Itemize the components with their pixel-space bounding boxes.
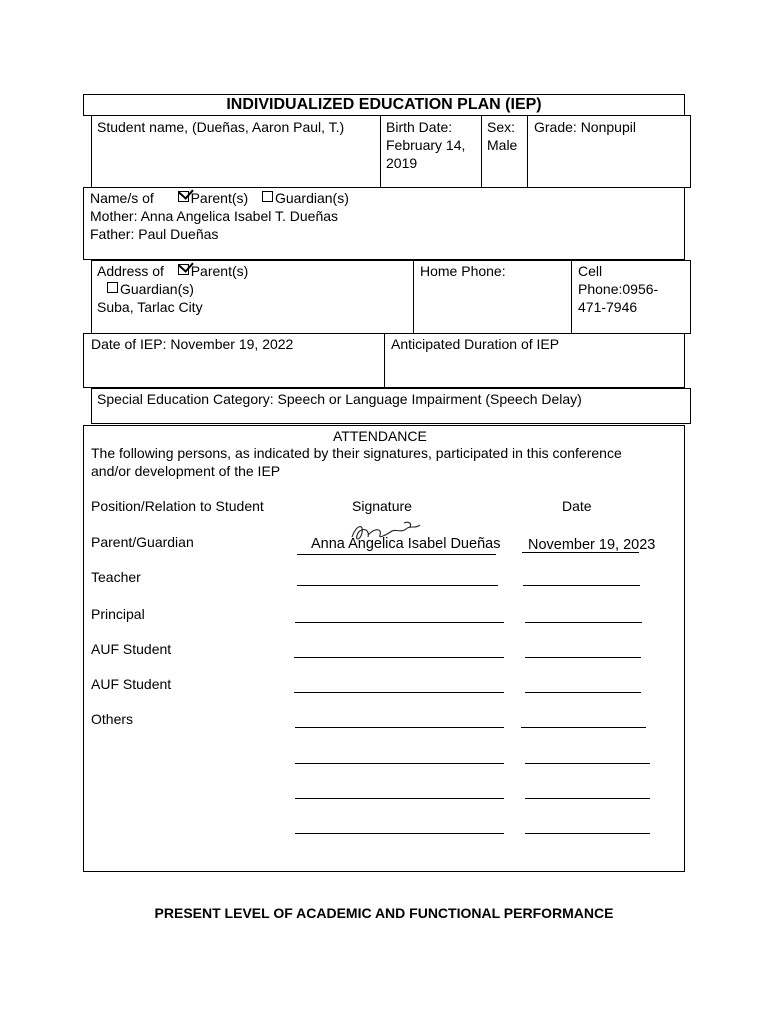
address-of-label: Address of [97, 263, 164, 279]
sex-label: Sex: [487, 119, 516, 135]
signature-line[interactable] [295, 763, 504, 764]
cell-phone-label: Cell [578, 263, 603, 279]
special-education-category: Special Education Category: Speech or Language Impairment (Speech Delay) [97, 391, 582, 407]
address-parent-checkbox-checked[interactable] [178, 264, 189, 275]
attendance-intro-line2: and/or development of the IEP [91, 463, 281, 479]
father-name: Father: Paul Dueñas [90, 226, 219, 242]
signature-line[interactable] [295, 833, 504, 834]
guardian-checkbox[interactable] [262, 191, 273, 202]
mother-name: Mother: Anna Angelica Isabel T. Dueñas [90, 208, 339, 224]
attendance-role: Others [91, 711, 134, 727]
column-signature: Signature [352, 498, 412, 514]
date-line[interactable] [525, 657, 641, 658]
date-line[interactable] [521, 727, 646, 728]
signature-line[interactable] [295, 727, 504, 728]
iep-date: Date of IEP: November 19, 2022 [91, 336, 294, 352]
signature-line[interactable] [295, 622, 504, 623]
parents-names-row [83, 187, 685, 260]
date-line[interactable] [525, 833, 650, 834]
address-of-line [97, 262, 248, 280]
title-box [83, 94, 685, 116]
grade: Grade: Nonpupil [534, 119, 636, 135]
anticipated-duration: Anticipated Duration of IEP [391, 336, 560, 352]
parent-sign-date: November 19, 2023 [528, 537, 656, 553]
signature-line[interactable] [295, 798, 504, 799]
signature-line[interactable] [294, 692, 504, 693]
signature-line[interactable] [297, 554, 496, 555]
date-line[interactable] [523, 585, 640, 586]
address-guardian-label: Guardian(s) [120, 281, 194, 297]
parent-option-label: Parent(s) [190, 190, 249, 206]
attendance-intro-line1: The following persons, as indicated by their signatures, participated in this conference [91, 445, 622, 461]
names-of-label: Name/s of [90, 190, 154, 206]
date-line[interactable] [525, 798, 650, 799]
signature-line[interactable] [297, 585, 498, 586]
address-value: Suba, Tarlac City [97, 299, 203, 315]
student-name: Student name, (Dueñas, Aaron Paul, T.) [97, 119, 345, 135]
attendance-role: Parent/Guardian [91, 534, 194, 550]
cell-phone-value-line2: 471-7946 [578, 299, 638, 315]
attendance-section [83, 425, 685, 872]
date-line[interactable] [525, 622, 642, 623]
home-phone-label: Home Phone: [420, 263, 506, 279]
attendance-heading: ATTENDANCE [333, 428, 427, 444]
address-row [91, 260, 691, 334]
cell-phone-value-line1: Phone:0956- [578, 281, 659, 297]
parent-checkbox-checked[interactable] [178, 191, 189, 202]
page-title: INDIVIDUALIZED EDUCATION PLAN (IEP) [226, 96, 542, 113]
attendance-role: AUF Student [91, 641, 172, 657]
address-guardian-checkbox[interactable] [107, 282, 118, 293]
parent-signature-name: Anna Angelica Isabel Dueñas [311, 536, 501, 552]
guardian-option-label: Guardian(s) [274, 190, 349, 206]
attendance-role: Teacher [91, 569, 141, 585]
date-line[interactable] [522, 552, 639, 553]
names-of-line [90, 189, 349, 207]
iep-date-row [83, 333, 685, 388]
date-line[interactable] [525, 692, 641, 693]
birth-date-value-line2: 2019 [386, 155, 418, 171]
category-row [91, 388, 691, 424]
signature-line[interactable] [294, 657, 504, 658]
attendance-role: AUF Student [91, 676, 172, 692]
present-level-heading: PRESENT LEVEL OF ACADEMIC AND FUNCTIONAL PERFORMANCE [154, 905, 614, 921]
address-guardian-line [107, 280, 194, 298]
birth-date-value-line1: February 14, [386, 137, 466, 153]
attendance-role: Principal [91, 606, 145, 622]
date-line[interactable] [525, 763, 650, 764]
birth-date-label: Birth Date: [386, 119, 453, 135]
student-info-row [91, 115, 691, 188]
sex-value: Male [487, 137, 518, 153]
column-position: Position/Relation to Student [91, 498, 264, 514]
column-date: Date [562, 498, 592, 514]
address-parent-label: Parent(s) [190, 263, 249, 279]
